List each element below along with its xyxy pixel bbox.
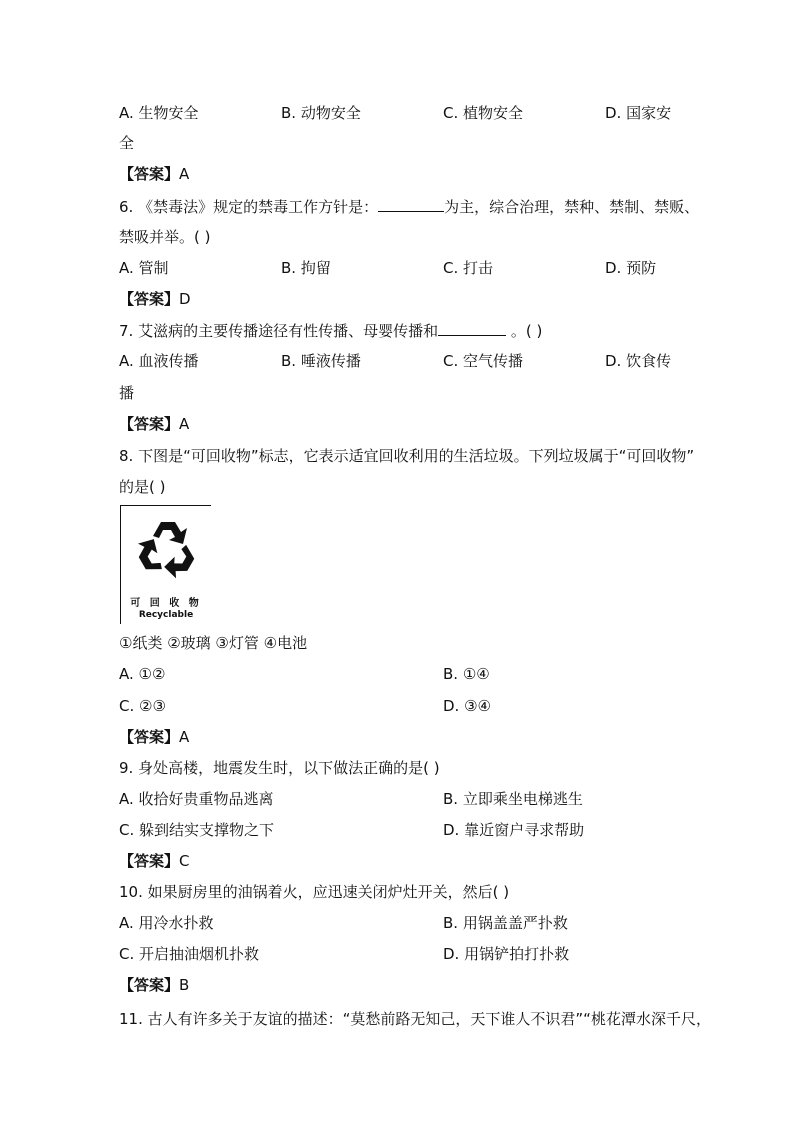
q5-answer: 【答案】A: [119, 165, 190, 183]
q6-answer: 【答案】D: [119, 290, 191, 308]
q5-option-d: D. 国家安: [605, 104, 672, 122]
q8-option-b: B. ①④: [443, 665, 490, 683]
q7-blank: [438, 321, 506, 336]
q7-question: 7. 艾滋病的主要传播途径有性传播、母婴传播和 。( ): [119, 322, 543, 340]
q9-option-c: C. 躲到结实支撑物之下: [119, 821, 275, 839]
q10-option-a: A. 用冷水扑救: [119, 914, 214, 932]
q5-option-a: A. 生物安全: [119, 104, 199, 122]
q7-option-d-wrap: 播: [119, 384, 135, 402]
q9-answer: 【答案】C: [119, 852, 190, 870]
logo-label-en: Recyclable: [138, 610, 194, 620]
recycle-icon: [121, 506, 211, 592]
q5-option-d-wrap: 全: [119, 134, 135, 152]
q8-question-line2: 的是( ): [119, 478, 166, 496]
q6-option-d: D. 预防: [605, 259, 657, 277]
q6-option-a: A. 管制: [119, 259, 169, 277]
q8-option-a: A. ①②: [119, 665, 166, 683]
q11-question: 11. 古人有许多关于友谊的描述：“莫愁前路无知己，天下谁人不识君”“桃花潭水深千尺，: [119, 1010, 711, 1028]
q10-question: 10. 如果厨房里的油锅着火，应迅速关闭炉灶开关，然后( ): [119, 883, 510, 901]
q8-option-c: C. ②③: [119, 697, 166, 715]
q5-option-c: C. 植物安全: [443, 104, 524, 122]
q10-option-d: D. 用锅铲拍打扑救: [443, 945, 570, 963]
recyclable-logo: [120, 505, 211, 624]
q8-items: ①纸类 ②玻璃 ③灯管 ④电池: [119, 634, 308, 652]
q9-option-a: A. 收拾好贵重物品逃离: [119, 790, 274, 808]
q9-question: 9. 身处高楼，地震发生时，以下做法正确的是( ): [119, 759, 440, 777]
q9-option-d: D. 靠近窗户寻求帮助: [443, 821, 585, 839]
q7-option-d: D. 饮食传: [605, 352, 672, 370]
q6-option-c: C. 打击: [443, 259, 494, 277]
q10-answer: 【答案】B: [119, 976, 190, 994]
q7-option-a: A. 血液传播: [119, 352, 199, 370]
q10-option-b: B. 用锅盖盖严扑救: [443, 914, 568, 932]
logo-label-cn: 可 回 收 物: [130, 598, 202, 609]
q6-option-b: B. 拘留: [281, 259, 331, 277]
q10-option-c: C. 开启抽油烟机扑救: [119, 945, 260, 963]
q9-option-b: B. 立即乘坐电梯逃生: [443, 790, 583, 808]
q6-question-line2: 禁吸并举。( ): [119, 228, 211, 246]
q7-option-b: B. 唾液传播: [281, 352, 361, 370]
q8-option-d: D. ③④: [443, 697, 492, 715]
q7-option-c: C. 空气传播: [443, 352, 524, 370]
q6-blank: [378, 197, 444, 212]
q5-option-b: B. 动物安全: [281, 104, 361, 122]
q7-answer: 【答案】A: [119, 415, 190, 433]
q6-question: 6. 《禁毒法》规定的禁毒工作方针是： 为主，综合治理，禁种、禁制、禁贩、: [119, 198, 700, 216]
q8-answer: 【答案】A: [119, 728, 190, 746]
q8-question: 8. 下图是“可回收物”标志，它表示适宜回收利用的生活垃圾。下列垃圾属于“可回收物”: [119, 447, 695, 465]
